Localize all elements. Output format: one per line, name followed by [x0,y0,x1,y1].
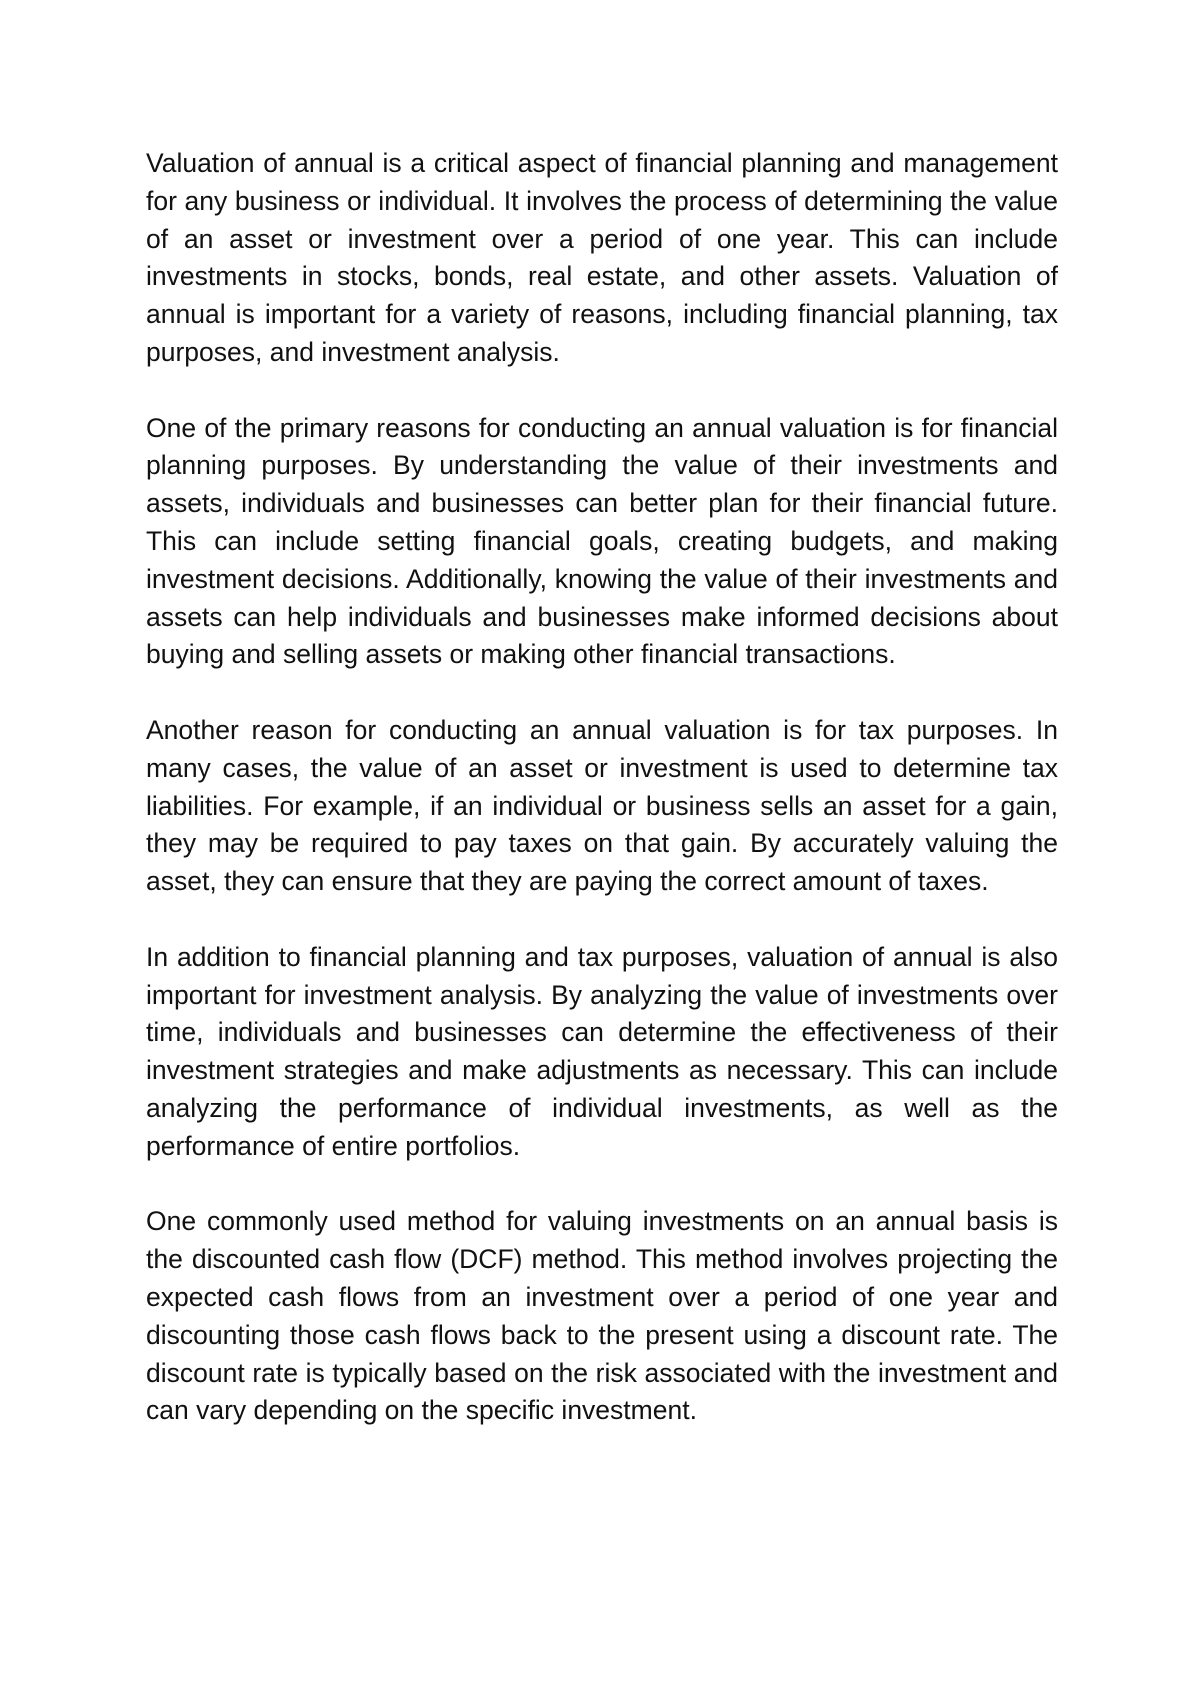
paragraph-dcf-method: One commonly used method for valuing investments on an annual basis is the discounted cash flow (DCF) method. This method involves projecting the expected cash flows from an investment over a period of one year and discounting those cash flows back to the present using a discount rate. The discount rate is typically based on the risk associated with the investment and can vary depending on the specific investment. [146,1206,1058,1426]
paragraph-investment-analysis: In addition to financial planning and tax purposes, valuation of annual is also important for investment analysis. By analyzing the value of investments over time, individuals and businesses can determine the effectiveness of their investment strategies and make adjustments as necessary. This can include analyzing the performance of individual investments, as well as the performance of entire portfolios. [146,941,1058,1161]
paragraph-intro: Valuation of annual is a critical aspect of financial planning and management for any business or individual. It involves the process of determining the value of an asset or investment over a period of one year. This can include investments in stocks, bonds, real estate, and other assets. Valuation of annual is important for a variety of reasons, including financial planning, tax purposes, and investment analysis. [146,148,1058,367]
document-body [146,145,1058,1468]
paragraph-tax-purposes: Another reason for conducting an annual valuation is for tax purposes. In many cases, the value of an asset or investment is used to determine tax liabilities. For example, if an individual or business sells an asset for a gain, they may be required to pay taxes on that gain. By accurately valuing the asset, they can ensure that they are paying the correct amount of taxes. [146,714,1058,897]
paragraph-financial-planning: One of the primary reasons for conducting an annual valuation is for financial planning purposes. By understanding the value of their investments and assets, individuals and businesses can better plan for their financial future. This can include setting financial goals, creating budgets, and making investment decisions. Additionally, knowing the value of their investments and assets can help individuals and businesses make informed decisions about buying and selling assets or making other financial transactions. [146,412,1058,670]
